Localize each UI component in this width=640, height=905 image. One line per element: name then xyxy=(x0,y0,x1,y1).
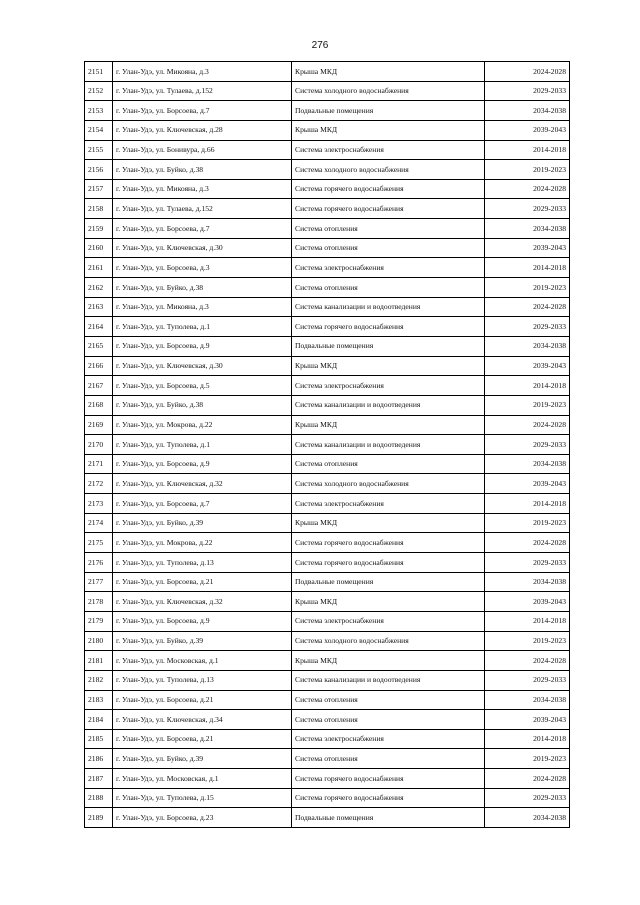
address-cell: г. Улан-Удэ, ул. Борсоева, д.5 xyxy=(113,376,292,396)
row-number-cell: 2169 xyxy=(85,415,113,435)
period-cell: 2019-2023 xyxy=(485,160,570,180)
system-cell: Система горячего водоснабжения xyxy=(292,553,485,573)
period-cell: 2034-2038 xyxy=(485,336,570,356)
period-cell: 2029-2033 xyxy=(485,670,570,690)
system-cell: Система холодного водоснабжения xyxy=(292,160,485,180)
table-row xyxy=(85,553,570,573)
row-number-cell: 2163 xyxy=(85,297,113,317)
address-cell: г. Улан-Удэ, ул. Московская, д.1 xyxy=(113,651,292,671)
row-number-cell: 2183 xyxy=(85,690,113,710)
address-cell: г. Улан-Удэ, ул. Ключевская, д.30 xyxy=(113,356,292,376)
system-cell: Крыша МКД xyxy=(292,513,485,533)
period-cell: 2039-2043 xyxy=(485,474,570,494)
row-number-cell: 2173 xyxy=(85,494,113,514)
table-row xyxy=(85,651,570,671)
system-cell: Подвальные помещения xyxy=(292,101,485,121)
row-number-cell: 2185 xyxy=(85,729,113,749)
row-number-cell: 2153 xyxy=(85,101,113,121)
address-cell: г. Улан-Удэ, ул. Тулаева, д.152 xyxy=(113,81,292,101)
period-cell: 2024-2028 xyxy=(485,297,570,317)
table-row xyxy=(85,749,570,769)
system-cell: Крыша МКД xyxy=(292,120,485,140)
table-row xyxy=(85,533,570,553)
table-row xyxy=(85,808,570,828)
row-number-cell: 2162 xyxy=(85,278,113,298)
system-cell: Система канализации и водоотведения xyxy=(292,297,485,317)
row-number-cell: 2179 xyxy=(85,611,113,631)
table-row xyxy=(85,435,570,455)
system-cell: Система холодного водоснабжения xyxy=(292,631,485,651)
records-table-body xyxy=(85,62,570,828)
row-number-cell: 2170 xyxy=(85,435,113,455)
address-cell: г. Улан-Удэ, ул. Ключевская, д.32 xyxy=(113,474,292,494)
table-row xyxy=(85,572,570,592)
table-row xyxy=(85,454,570,474)
address-cell: г. Улан-Удэ, ул. Микояна, д.3 xyxy=(113,179,292,199)
table-row xyxy=(85,729,570,749)
system-cell: Система горячего водоснабжения xyxy=(292,769,485,789)
row-number-cell: 2158 xyxy=(85,199,113,219)
period-cell: 2019-2023 xyxy=(485,749,570,769)
row-number-cell: 2164 xyxy=(85,317,113,337)
table-row xyxy=(85,376,570,396)
system-cell: Крыша МКД xyxy=(292,62,485,82)
row-number-cell: 2184 xyxy=(85,710,113,730)
page-number: 276 xyxy=(311,40,329,51)
row-number-cell: 2159 xyxy=(85,219,113,239)
period-cell: 2034-2038 xyxy=(485,690,570,710)
row-number-cell: 2175 xyxy=(85,533,113,553)
system-cell: Система канализации и водоотведения xyxy=(292,435,485,455)
address-cell: г. Улан-Удэ, ул. Мокрова, д.22 xyxy=(113,533,292,553)
system-cell: Подвальные помещения xyxy=(292,572,485,592)
period-cell: 2024-2028 xyxy=(485,533,570,553)
period-cell: 2034-2038 xyxy=(485,808,570,828)
address-cell: г. Улан-Удэ, ул. Буйко, д.38 xyxy=(113,278,292,298)
row-number-cell: 2156 xyxy=(85,160,113,180)
system-cell: Система электроснабжения xyxy=(292,140,485,160)
table-row xyxy=(85,120,570,140)
period-cell: 2024-2028 xyxy=(485,769,570,789)
row-number-cell: 2152 xyxy=(85,81,113,101)
row-number-cell: 2171 xyxy=(85,454,113,474)
system-cell: Система холодного водоснабжения xyxy=(292,81,485,101)
address-cell: г. Улан-Удэ, ул. Борсоева, д.21 xyxy=(113,690,292,710)
address-cell: г. Улан-Удэ, ул. Борсоева, д.9 xyxy=(113,611,292,631)
table-row xyxy=(85,611,570,631)
system-cell: Крыша МКД xyxy=(292,415,485,435)
row-number-cell: 2177 xyxy=(85,572,113,592)
table-row xyxy=(85,395,570,415)
address-cell: г. Улан-Удэ, ул. Буйко, д.39 xyxy=(113,631,292,651)
row-number-cell: 2157 xyxy=(85,179,113,199)
row-number-cell: 2187 xyxy=(85,769,113,789)
period-cell: 2014-2018 xyxy=(485,494,570,514)
records-table xyxy=(84,61,570,828)
table-row xyxy=(85,179,570,199)
row-number-cell: 2166 xyxy=(85,356,113,376)
row-number-cell: 2165 xyxy=(85,336,113,356)
row-number-cell: 2188 xyxy=(85,788,113,808)
address-cell: г. Улан-Удэ, ул. Борсоева, д.7 xyxy=(113,219,292,239)
system-cell: Система канализации и водоотведения xyxy=(292,395,485,415)
period-cell: 2034-2038 xyxy=(485,454,570,474)
table-row xyxy=(85,160,570,180)
address-cell: г. Улан-Удэ, ул. Туполева, д.15 xyxy=(113,788,292,808)
table-row xyxy=(85,140,570,160)
address-cell: г. Улан-Удэ, ул. Туполева, д.1 xyxy=(113,317,292,337)
address-cell: г. Улан-Удэ, ул. Борсоева, д.7 xyxy=(113,494,292,514)
table-row xyxy=(85,513,570,533)
address-cell: г. Улан-Удэ, ул. Ключевская, д.34 xyxy=(113,710,292,730)
address-cell: г. Улан-Удэ, ул. Ключевская, д.32 xyxy=(113,592,292,612)
address-cell: г. Улан-Удэ, ул. Борсоева, д.7 xyxy=(113,101,292,121)
system-cell: Система отопления xyxy=(292,238,485,258)
period-cell: 2039-2043 xyxy=(485,238,570,258)
address-cell: г. Улан-Удэ, ул. Борсоева, д.23 xyxy=(113,808,292,828)
row-number-cell: 2186 xyxy=(85,749,113,769)
system-cell: Крыша МКД xyxy=(292,356,485,376)
table-row xyxy=(85,494,570,514)
table-row xyxy=(85,474,570,494)
row-number-cell: 2181 xyxy=(85,651,113,671)
period-cell: 2039-2043 xyxy=(485,356,570,376)
row-number-cell: 2189 xyxy=(85,808,113,828)
period-cell: 2039-2043 xyxy=(485,592,570,612)
address-cell: г. Улан-Удэ, ул. Борсоева, д.21 xyxy=(113,729,292,749)
address-cell: г. Улан-Удэ, ул. Борсоева, д.21 xyxy=(113,572,292,592)
address-cell: г. Улан-Удэ, ул. Микояна, д.3 xyxy=(113,62,292,82)
period-cell: 2019-2023 xyxy=(485,278,570,298)
system-cell: Система горячего водоснабжения xyxy=(292,179,485,199)
address-cell: г. Улан-Удэ, ул. Туполева, д.13 xyxy=(113,553,292,573)
system-cell: Система горячего водоснабжения xyxy=(292,788,485,808)
row-number-cell: 2161 xyxy=(85,258,113,278)
period-cell: 2029-2033 xyxy=(485,553,570,573)
row-number-cell: 2180 xyxy=(85,631,113,651)
row-number-cell: 2154 xyxy=(85,120,113,140)
period-cell: 2014-2018 xyxy=(485,611,570,631)
table-row xyxy=(85,101,570,121)
table-row xyxy=(85,62,570,82)
system-cell: Система отопления xyxy=(292,278,485,298)
period-cell: 2024-2028 xyxy=(485,651,570,671)
period-cell: 2024-2028 xyxy=(485,62,570,82)
system-cell: Крыша МКД xyxy=(292,651,485,671)
address-cell: г. Улан-Удэ, ул. Ключевская, д.28 xyxy=(113,120,292,140)
address-cell: г. Улан-Удэ, ул. Микояна, д.3 xyxy=(113,297,292,317)
period-cell: 2029-2033 xyxy=(485,788,570,808)
address-cell: г. Улан-Удэ, ул. Буйко, д.38 xyxy=(113,395,292,415)
table-row xyxy=(85,336,570,356)
address-cell: г. Улан-Удэ, ул. Буйко, д.39 xyxy=(113,513,292,533)
period-cell: 2039-2043 xyxy=(485,710,570,730)
system-cell: Система электроснабжения xyxy=(292,729,485,749)
table-row xyxy=(85,317,570,337)
table-row xyxy=(85,788,570,808)
row-number-cell: 2172 xyxy=(85,474,113,494)
system-cell: Система отопления xyxy=(292,710,485,730)
table-row xyxy=(85,592,570,612)
row-number-cell: 2167 xyxy=(85,376,113,396)
period-cell: 2014-2018 xyxy=(485,729,570,749)
system-cell: Система электроснабжения xyxy=(292,376,485,396)
system-cell: Система электроснабжения xyxy=(292,258,485,278)
period-cell: 2014-2018 xyxy=(485,376,570,396)
table-row xyxy=(85,258,570,278)
table-row xyxy=(85,631,570,651)
table-row xyxy=(85,219,570,239)
address-cell: г. Улан-Удэ, ул. Буйко, д.38 xyxy=(113,160,292,180)
row-number-cell: 2160 xyxy=(85,238,113,258)
system-cell: Система канализации и водоотведения xyxy=(292,670,485,690)
period-cell: 2034-2038 xyxy=(485,572,570,592)
system-cell: Система горячего водоснабжения xyxy=(292,199,485,219)
address-cell: г. Улан-Удэ, ул. Московская, д.1 xyxy=(113,769,292,789)
period-cell: 2029-2033 xyxy=(485,317,570,337)
table-row xyxy=(85,81,570,101)
table-row xyxy=(85,690,570,710)
table-row xyxy=(85,278,570,298)
table-row xyxy=(85,415,570,435)
system-cell: Система электроснабжения xyxy=(292,611,485,631)
system-cell: Система отопления xyxy=(292,454,485,474)
period-cell: 2014-2018 xyxy=(485,140,570,160)
address-cell: г. Улан-Удэ, ул. Бонивура, д.66 xyxy=(113,140,292,160)
period-cell: 2034-2038 xyxy=(485,219,570,239)
period-cell: 2029-2033 xyxy=(485,435,570,455)
address-cell: г. Улан-Удэ, ул. Мокрова, д.22 xyxy=(113,415,292,435)
address-cell: г. Улан-Удэ, ул. Туполева, д.13 xyxy=(113,670,292,690)
address-cell: г. Улан-Удэ, ул. Борсоева, д.9 xyxy=(113,454,292,474)
system-cell: Система электроснабжения xyxy=(292,494,485,514)
row-number-cell: 2151 xyxy=(85,62,113,82)
period-cell: 2019-2023 xyxy=(485,631,570,651)
period-cell: 2029-2033 xyxy=(485,199,570,219)
row-number-cell: 2176 xyxy=(85,553,113,573)
period-cell: 2024-2028 xyxy=(485,415,570,435)
row-number-cell: 2155 xyxy=(85,140,113,160)
system-cell: Система горячего водоснабжения xyxy=(292,317,485,337)
row-number-cell: 2178 xyxy=(85,592,113,612)
address-cell: г. Улан-Удэ, ул. Борсоева, д.3 xyxy=(113,258,292,278)
system-cell: Крыша МКД xyxy=(292,592,485,612)
address-cell: г. Улан-Удэ, ул. Борсоева, д.9 xyxy=(113,336,292,356)
table-row xyxy=(85,670,570,690)
row-number-cell: 2168 xyxy=(85,395,113,415)
table-row xyxy=(85,710,570,730)
period-cell: 2024-2028 xyxy=(485,179,570,199)
system-cell: Система холодного водоснабжения xyxy=(292,474,485,494)
address-cell: г. Улан-Удэ, ул. Туполева, д.1 xyxy=(113,435,292,455)
table-row xyxy=(85,238,570,258)
system-cell: Система отопления xyxy=(292,690,485,710)
period-cell: 2029-2033 xyxy=(485,81,570,101)
row-number-cell: 2182 xyxy=(85,670,113,690)
table-row xyxy=(85,297,570,317)
table-row xyxy=(85,199,570,219)
period-cell: 2019-2023 xyxy=(485,395,570,415)
address-cell: г. Улан-Удэ, ул. Тулаева, д.152 xyxy=(113,199,292,219)
table-row xyxy=(85,356,570,376)
period-cell: 2014-2018 xyxy=(485,258,570,278)
system-cell: Подвальные помещения xyxy=(292,808,485,828)
period-cell: 2034-2038 xyxy=(485,101,570,121)
system-cell: Система отопления xyxy=(292,749,485,769)
period-cell: 2039-2043 xyxy=(485,120,570,140)
address-cell: г. Улан-Удэ, ул. Ключевская, д.30 xyxy=(113,238,292,258)
row-number-cell: 2174 xyxy=(85,513,113,533)
system-cell: Система отопления xyxy=(292,219,485,239)
period-cell: 2019-2023 xyxy=(485,513,570,533)
system-cell: Подвальные помещения xyxy=(292,336,485,356)
address-cell: г. Улан-Удэ, ул. Буйко, д.39 xyxy=(113,749,292,769)
table-row xyxy=(85,769,570,789)
system-cell: Система горячего водоснабжения xyxy=(292,533,485,553)
